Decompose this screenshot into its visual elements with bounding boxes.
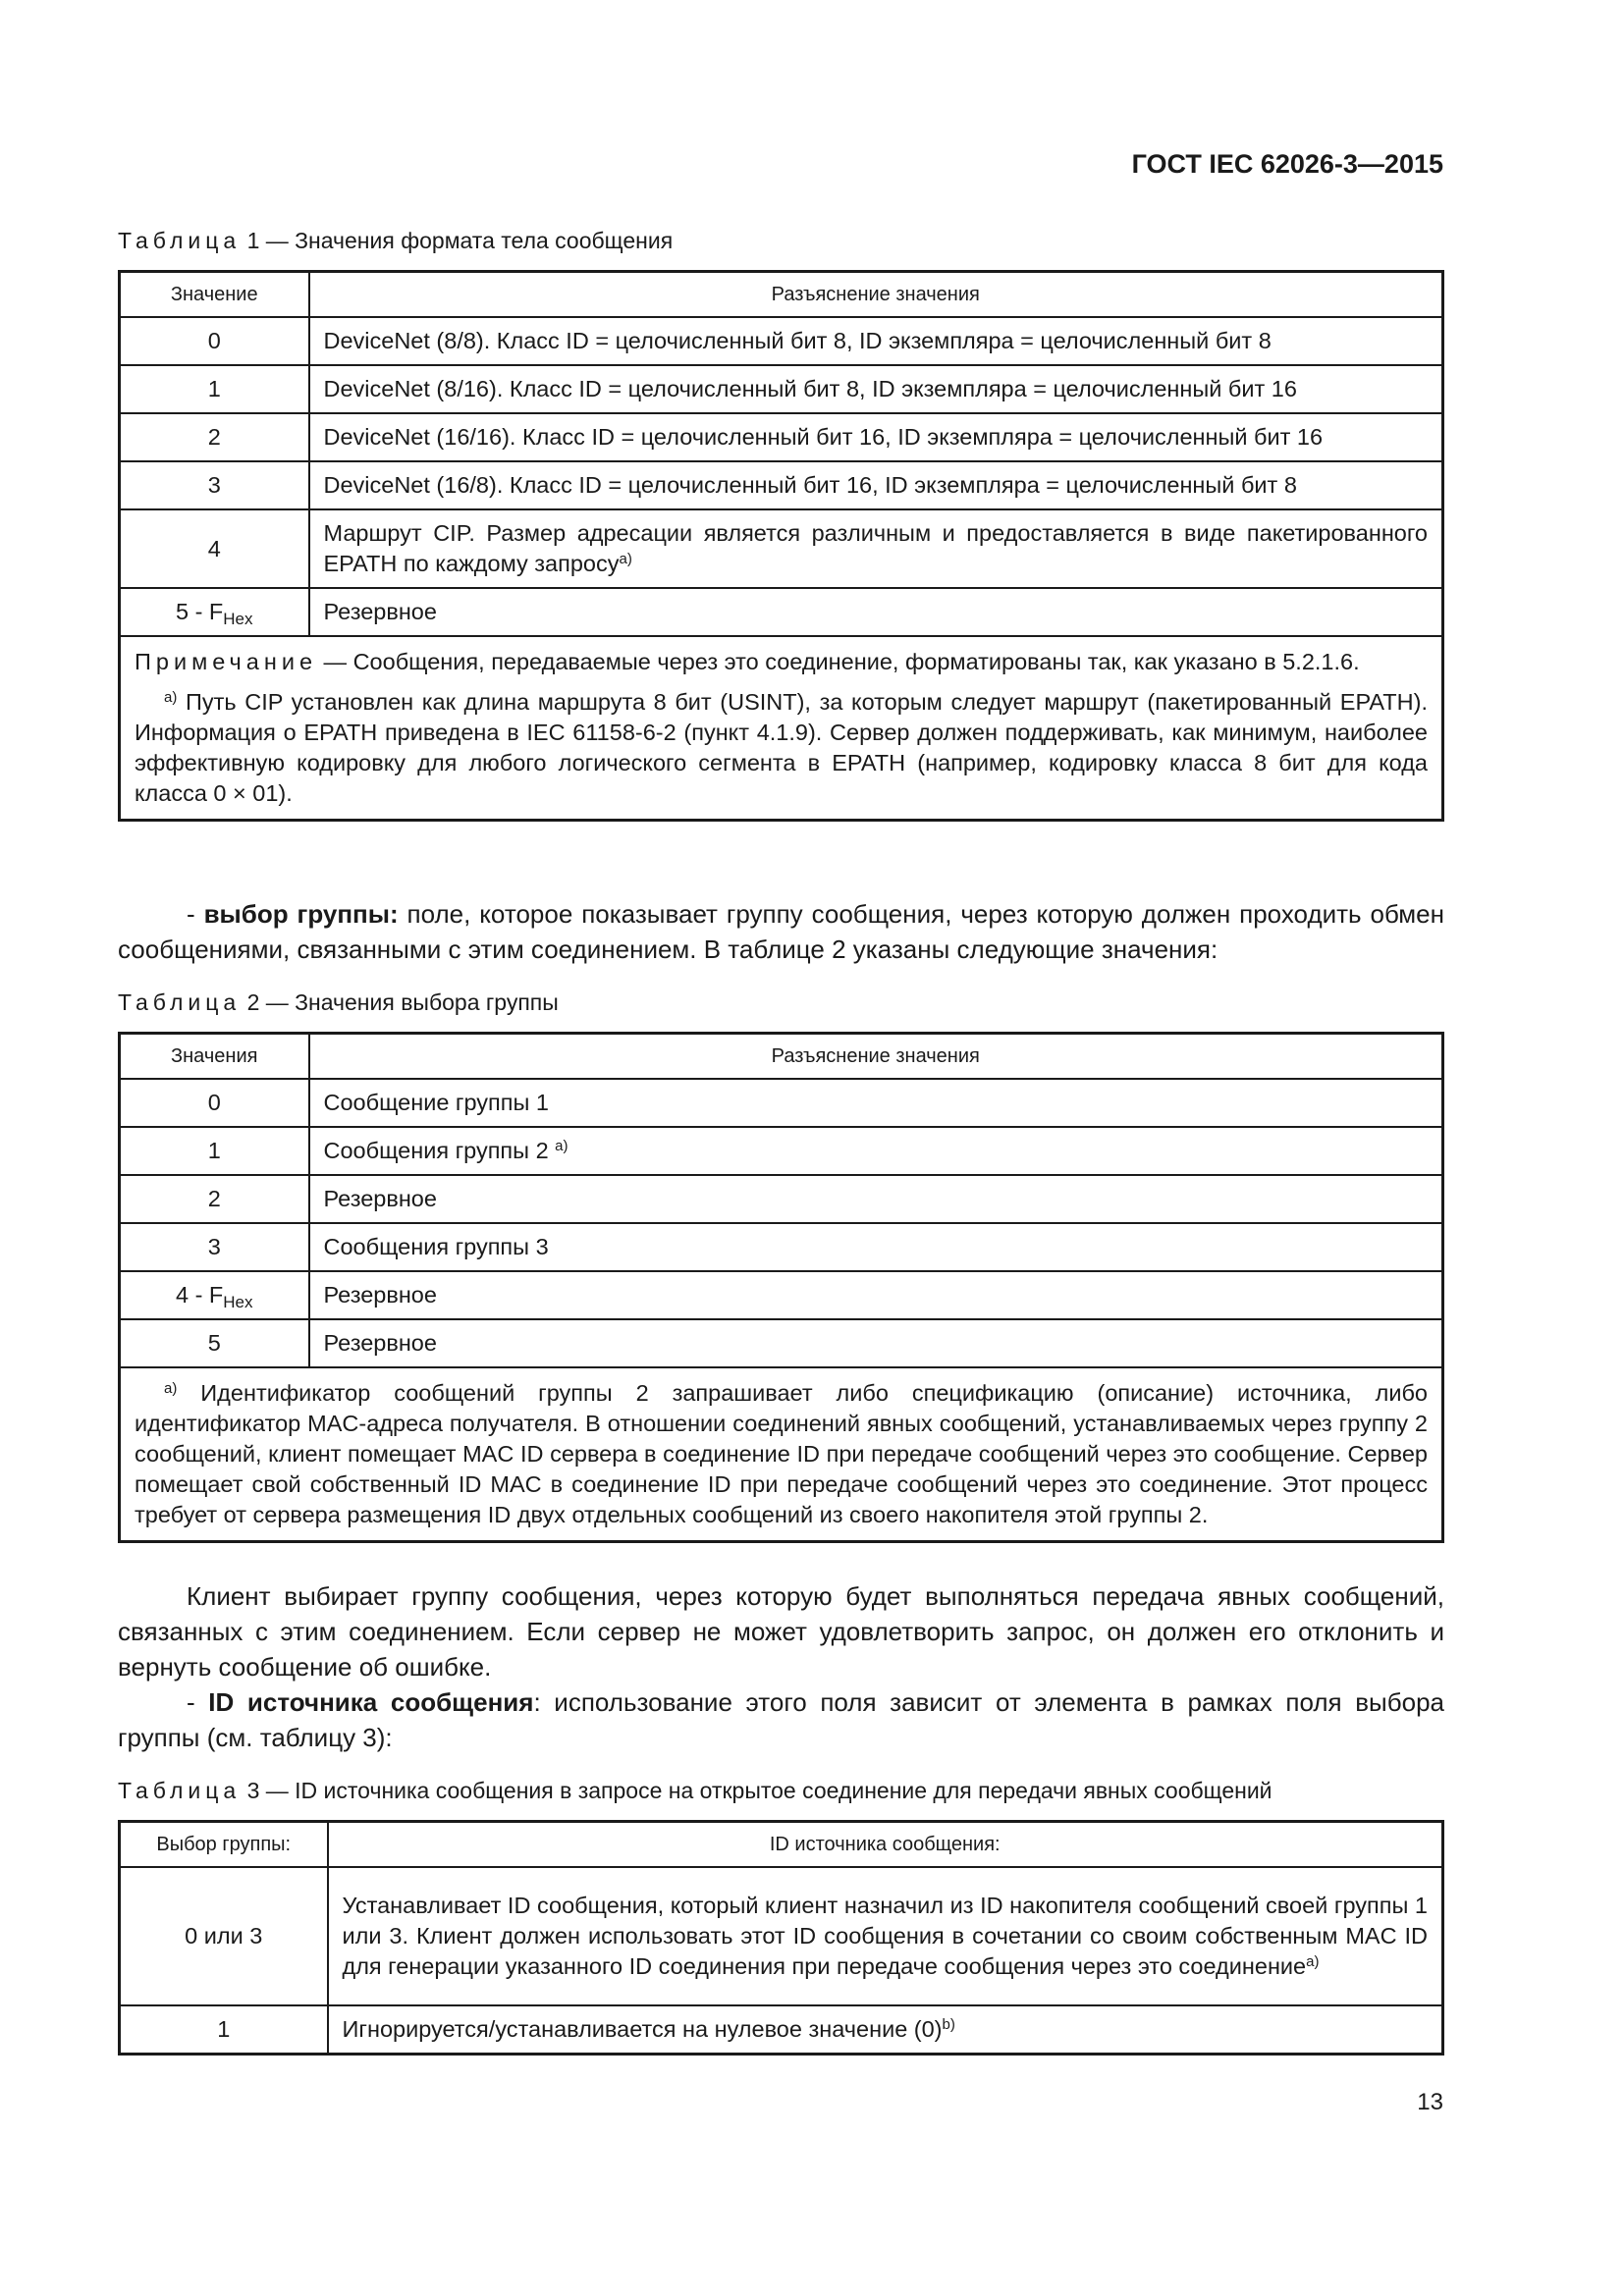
cell-value: 3 <box>120 461 309 509</box>
footnote-ref: a) <box>555 1138 568 1154</box>
caption-text: — Значения выбора группы <box>265 989 559 1015</box>
cell-value: 0 <box>120 317 309 365</box>
cell-desc: Резервное <box>309 1319 1443 1367</box>
table-row <box>120 1867 1443 2005</box>
table-row <box>120 317 1443 365</box>
caption-label: Таблица <box>118 228 242 253</box>
note-text: — Сообщения, передаваемые через это соединение, форматированы так, как указано в 5.2.1.6. <box>317 649 1360 674</box>
table-note-row <box>120 1367 1443 1542</box>
cell-desc: DeviceNet (8/16). Класс ID = целочисленный бит 8, ID экземпляра = целочисленный бит 16 <box>309 365 1443 413</box>
table2 <box>118 1032 1444 1543</box>
document-header-id: ГОСТ IEC 62026-3—2015 <box>1131 149 1443 179</box>
table-row <box>120 1127 1443 1175</box>
footnote-ref: a) <box>1306 1953 1320 1970</box>
note-label: Примечание <box>135 649 318 674</box>
cell-value: $4 - F_{Hex}$ <box>120 1271 309 1319</box>
footnote-mark: a) <box>164 1380 178 1397</box>
footnote-text: Идентификатор сообщений группы 2 запрашивает либо спецификацию (описание) источника, либо идентификатор MAC-адреса получателя. В отношении соединений явных сообщений, устанавливаемых через группу 2 сообщений, клиент помещает MAC ID сервера в соединение ID при передаче сообщений через это сообщение. Сервер помещает свой собственный ID MAC в соединение ID при передаче сообщений через это соединение. Этот процесс требует от сервера размещения ID двух отдельных сообщений из своего накопителя этой группы 2. <box>135 1380 1428 1527</box>
caption-text: — Значения формата тела сообщения <box>265 228 674 253</box>
term-bold: ID источника сообщения <box>208 1687 534 1717</box>
table-row <box>120 1271 1443 1319</box>
cell-desc: Резервное <box>309 1175 1443 1223</box>
cell-value: 2 <box>120 1175 309 1223</box>
cell-value: 2 <box>120 413 309 461</box>
cell-value: 0 <box>120 1079 309 1127</box>
footnote-mark: a) <box>164 689 178 706</box>
cell-desc: DeviceNet (16/16). Класс ID = целочисленный бит 16, ID экземпляра = целочисленный бит 16 <box>309 413 1443 461</box>
cell-desc: Сообщение группы 1 <box>309 1079 1443 1127</box>
caption-number: 1 <box>246 228 260 253</box>
table-note <box>120 636 1443 821</box>
paragraph-source-id: - ID источника сообщения: использование этого поля зависит от элемента в рамках поля выбора группы (см. таблицу 3): <box>118 1687 1445 1752</box>
footnote-text: Путь CIP установлен как длина маршрута 8 бит (USINT), за которым следует маршрут (пакетированный EPATH). Информация о EPATH приведена в IEC 61158-6-2 (пункт 4.1.9). Сервер должен поддерживать, как минимум, наиболее эффективную кодировку для любого логического сегмента в EPATH (например, кодировку класса 8 бит для кода класса 0 × 01). <box>135 689 1428 806</box>
cell-desc: DeviceNet (16/8). Класс ID = целочисленный бит 16, ID экземпляра = целочисленный бит 8 <box>309 461 1443 509</box>
table2-caption <box>118 989 559 1016</box>
paragraph-client: Клиент выбирает группу сообщения, через которую будет выполняться передача явных сообщений, связанных с этим соединением. Если сервер не может удовлетворить запрос, он должен его отклонить и вернуть сообщение об ошибке. <box>118 1581 1444 1682</box>
table-row <box>120 413 1443 461</box>
cell-value: 4 <box>120 509 309 588</box>
table-note-row <box>120 636 1443 821</box>
table-row <box>120 1223 1443 1271</box>
caption-label: Таблица <box>118 989 242 1015</box>
cell-desc: Сообщения группы 2 $^{a)}$ <box>309 1127 1443 1175</box>
cell-value: 0 или 3 <box>120 1867 328 2005</box>
cell-desc: Устанавливает ID сообщения, который клиент назначил из ID накопителя сообщений своей группы 1 или 3. Клиент должен использовать этот ID сообщения в сочетании со своим собственным MAC ID для генерации указанного ID соединения при передаче сообщения через это соединение$^{a)}$ <box>328 1867 1443 2005</box>
table-header: Разъяснение значения <box>309 272 1443 318</box>
page-number: 13 <box>1417 2089 1443 2115</box>
table-row <box>120 2005 1443 2055</box>
table3-caption <box>118 1778 1272 1804</box>
table1 <box>118 270 1444 822</box>
cell-value: 1 <box>120 1127 309 1175</box>
paragraph-group-select: - выбор группы: поле, которое показывает группу сообщения, через которую должен проходить обмен сообщениями, связанными с этим соединением. В таблице 2 указаны следующие значения: <box>118 899 1444 964</box>
body-paragraphs <box>118 1578 1444 1755</box>
cell-value: 1 <box>120 365 309 413</box>
cell-value: 3 <box>120 1223 309 1271</box>
cell-desc: DeviceNet (8/8). Класс ID = целочисленный бит 8, ID экземпляра = целочисленный бит 8 <box>309 317 1443 365</box>
table-header: Значения <box>120 1034 309 1080</box>
caption-text: — ID источника сообщения в запросе на открытое соединение для передачи явных сообщений <box>265 1778 1272 1803</box>
caption-label: Таблица <box>118 1778 242 1803</box>
table-footnote <box>120 1367 1443 1542</box>
table-row <box>120 1319 1443 1367</box>
cell-value: $5 - F_{Hex}$ <box>120 588 309 636</box>
table-header: Разъяснение значения <box>309 1034 1443 1080</box>
table-header: ID источника сообщения: <box>328 1822 1443 1868</box>
table1-caption <box>118 228 673 254</box>
cell-desc: Резервное <box>309 588 1443 636</box>
term-bold: выбор группы: <box>203 899 399 929</box>
table-row <box>120 461 1443 509</box>
cell-desc: Резервное <box>309 1271 1443 1319</box>
table-row <box>120 1175 1443 1223</box>
cell-desc: Сообщения группы 3 <box>309 1223 1443 1271</box>
table3 <box>118 1820 1444 2056</box>
table-header: Значение <box>120 272 309 318</box>
caption-number: 2 <box>246 989 260 1015</box>
caption-number: 3 <box>246 1778 260 1803</box>
table-header: Выбор группы: <box>120 1822 328 1868</box>
cell-value: 1 <box>120 2005 328 2055</box>
cell-desc: Игнорируется/устанавливается на нулевое значение $(0)^{b)}$ <box>328 2005 1443 2055</box>
footnote-ref: b) <box>942 2016 955 2033</box>
table-row <box>120 588 1443 636</box>
table-row <box>120 365 1443 413</box>
cell-desc: Маршрут CIP. Размер адресации является различным и предоставляется в виде пакетированного EPATH по каждому запросу$^{a)}$ <box>309 509 1443 588</box>
table-row <box>120 1079 1443 1127</box>
footnote-ref: a) <box>619 551 632 567</box>
cell-value: 5 <box>120 1319 309 1367</box>
table-row <box>120 509 1443 588</box>
